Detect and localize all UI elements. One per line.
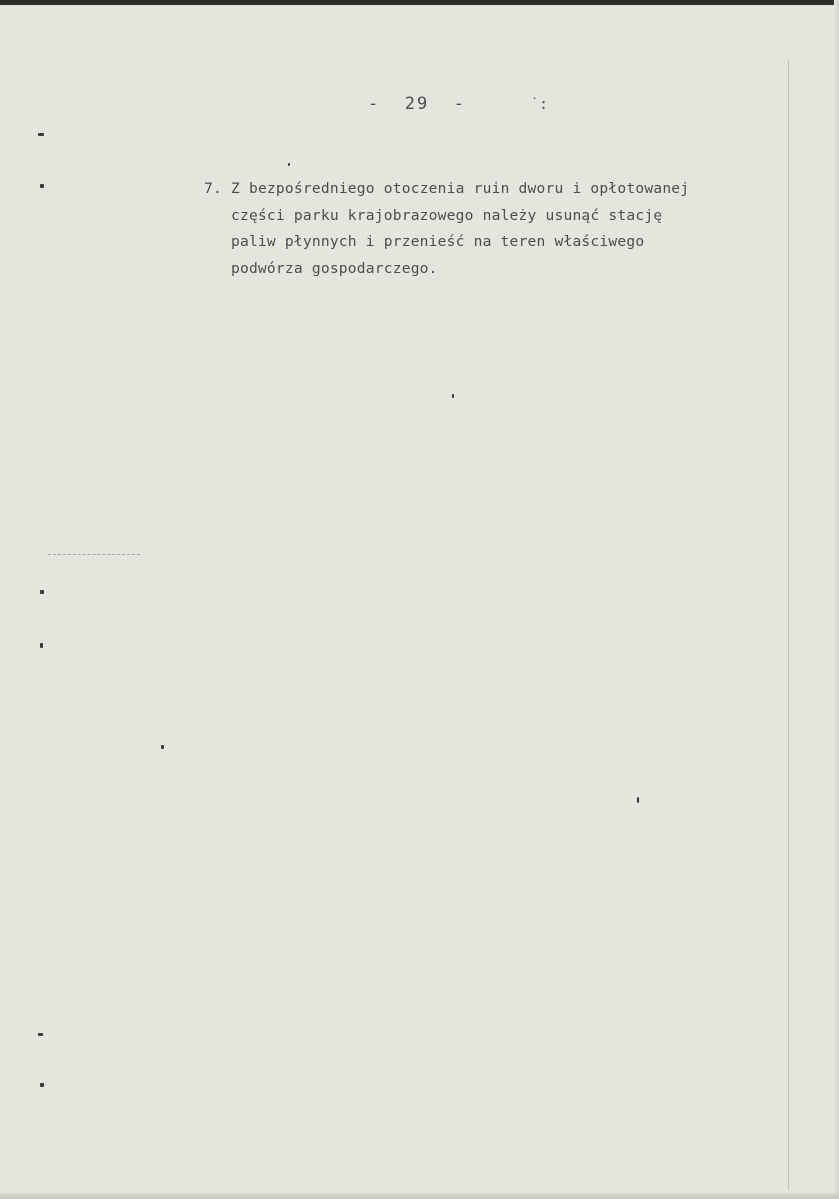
scan-speck [40, 643, 43, 648]
scan-bottom-edge [0, 1193, 839, 1199]
paragraph-item-7 [204, 176, 784, 282]
paragraph-line-2: części parku krajobrazowego należy usunąć stację [230, 206, 663, 224]
stray-mark: ˙: [530, 95, 549, 113]
paragraph-line-4: podwórza gospodarczego. [230, 259, 438, 277]
scan-speck [40, 590, 44, 594]
scan-speck [288, 163, 290, 166]
scan-speck [38, 1033, 43, 1036]
scan-speck [452, 394, 454, 398]
paper-fold-line [788, 60, 789, 1190]
page-number: - 29 - [368, 94, 466, 114]
paragraph-line-1: Z bezpośredniego otoczenia ruin dworu i opłotowanej [230, 180, 690, 197]
faint-pencil-marks [48, 548, 140, 555]
paragraph-line-3: paliw płynnych i przenieść na teren właściwego [230, 233, 645, 250]
scan-speck [38, 133, 44, 136]
scan-speck [40, 1083, 44, 1087]
item-number: 7. [204, 180, 222, 197]
scan-speck [637, 797, 639, 803]
scan-speck [161, 745, 164, 749]
scan-top-edge [0, 0, 839, 5]
scan-right-edge [834, 0, 839, 1199]
scan-speck [40, 184, 44, 188]
